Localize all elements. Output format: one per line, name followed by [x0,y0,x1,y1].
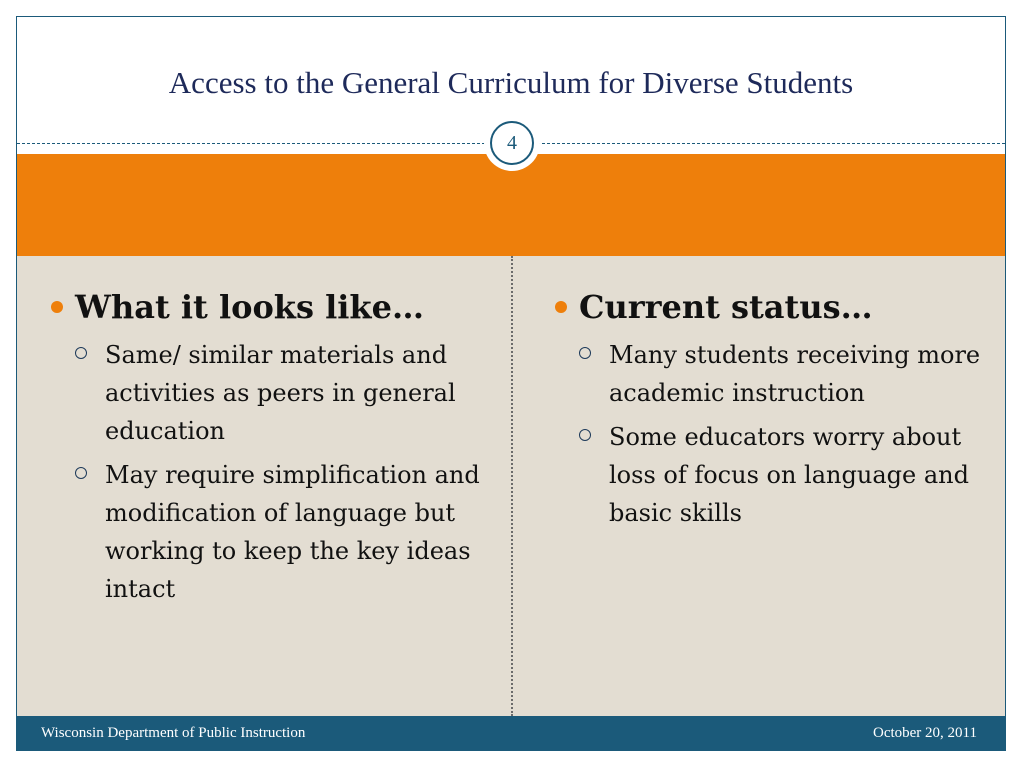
right-heading-text: Current status… [579,288,873,326]
circle-bullet-icon [75,347,87,359]
slide-number-badge [484,115,540,171]
left-column [51,288,491,614]
footer-date: October 20, 2011 [872,725,977,741]
slide-number: 4 [490,121,534,165]
column-divider [511,256,513,716]
left-heading [51,288,491,326]
slide-title: Access to the General Curriculum for Diverse Students [168,65,854,100]
list-item [51,456,491,608]
list-item-text: May require simplification and modification of language but working to keep the key ideas intact [105,461,480,603]
list-item-text: Same/ similar materials and activities as peers in general education [105,341,456,445]
list-item [555,418,995,532]
orange-bullet-icon [51,301,63,313]
list-item [51,336,491,450]
right-column [555,288,995,538]
circle-bullet-icon [579,429,591,441]
list-item-text: Some educators worry about loss of focus on language and basic skills [609,423,969,527]
footer-bar [17,716,1005,751]
left-heading-text: What it looks like… [75,288,424,326]
right-heading [555,288,995,326]
circle-bullet-icon [579,347,591,359]
list-item [555,336,995,412]
slide-frame [16,16,1006,751]
footer-organization: Wisconsin Department of Public Instruction [41,725,306,741]
list-item-text: Many students receiving more academic instruction [609,341,981,407]
circle-bullet-icon [75,467,87,479]
orange-bullet-icon [555,301,567,313]
